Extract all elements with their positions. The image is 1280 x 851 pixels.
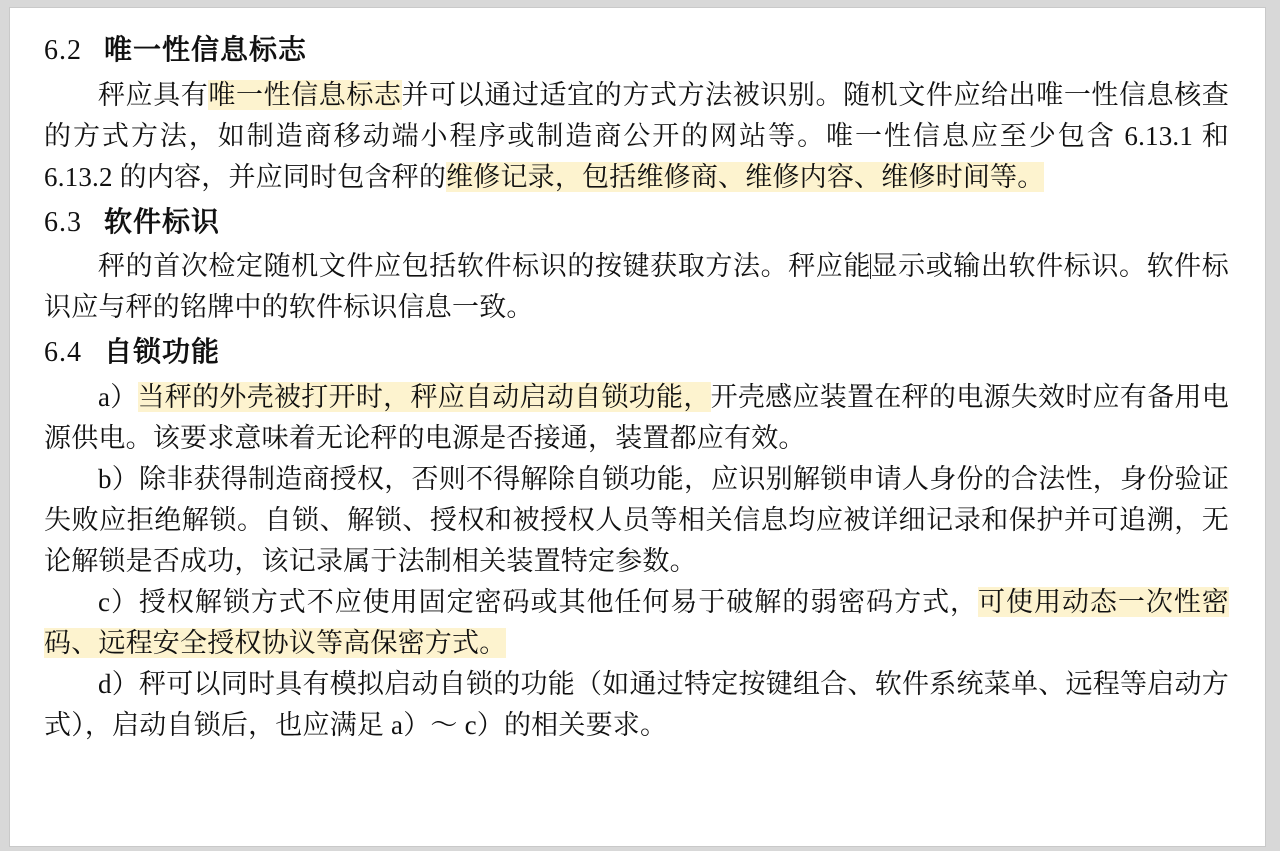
paragraph-6-2-1 <box>44 75 1229 198</box>
document-page <box>10 8 1265 846</box>
highlighted-run: 当秤的外壳被打开时，秤应自动启动自锁功能， <box>137 381 711 412</box>
section-number: 6.4 <box>44 337 82 369</box>
run-text: 并可以通过适宜的方式方法被识别。随机文件应给出唯一性信息核查的方式方法，如制造商移动端小程序或制造商公开的网站等。唯一性信息应至少包含 6.13.1 和 6.13.2 的内容，并应同时包含秤的 <box>44 79 1230 192</box>
highlighted-run: 维修记录，包括维修商、维修内容、维修时间等。 <box>446 161 1045 192</box>
item-label: a） <box>98 381 138 412</box>
section-title: 自锁功能 <box>104 337 221 369</box>
section-title: 软件标识 <box>104 206 221 238</box>
run-text: 秤的首次检定随机文件应包括软件标识的按键获取方法。秤应能 <box>98 251 872 282</box>
run-text: 显示或输出软件标识。软件标识应与秤的铭牌中的软件标识信息一致。 <box>44 251 1229 323</box>
section-heading-6-4 <box>44 332 1229 375</box>
list-item-c <box>44 582 1229 664</box>
highlighted-run: 唯一性信息标志 <box>208 79 402 110</box>
list-item-b <box>44 459 1229 582</box>
paragraph-6-3-1 <box>44 246 1229 328</box>
list-item-a <box>44 377 1229 459</box>
list-item-d <box>44 664 1229 746</box>
highlighted-run: 可使用动态一次性密码、远程安全授权协议等高保密方式。 <box>44 586 1229 658</box>
section-number: 6.2 <box>44 35 82 66</box>
section-number: 6.3 <box>44 206 82 238</box>
run-text: c）授权解锁方式不应使用固定密码或其他任何易于破解的弱密码方式， <box>98 586 979 617</box>
section-heading-6-2 <box>44 30 1229 73</box>
section-title: 唯一性信息标志 <box>104 35 308 66</box>
document-content <box>10 8 1265 746</box>
run-text: 秤应具有 <box>98 79 209 110</box>
run-text: d）秤可以同时具有模拟启动自锁的功能（如通过特定按键组合、软件系统菜单、远程等启动方式），启动自锁后，也应满足 a）～ c）的相关要求。 <box>44 669 1229 741</box>
run-text: 开壳感应装置在秤的电源失效时应有备用电源供电。该要求意味着无论秤的电源是否接通，装置都应有效。 <box>44 381 1229 453</box>
run-text: b）除非获得制造商授权，否则不得解除自锁功能，应识别解锁申请人身份的合法性，身份验证失败应拒绝解锁。自锁、解锁、授权和被授权人员等相关信息均应被详细记录和保护并可追溯，无论解锁是否成功，该记录属于法制相关装置特定参数。 <box>44 463 1229 576</box>
section-heading-6-3 <box>44 202 1229 245</box>
